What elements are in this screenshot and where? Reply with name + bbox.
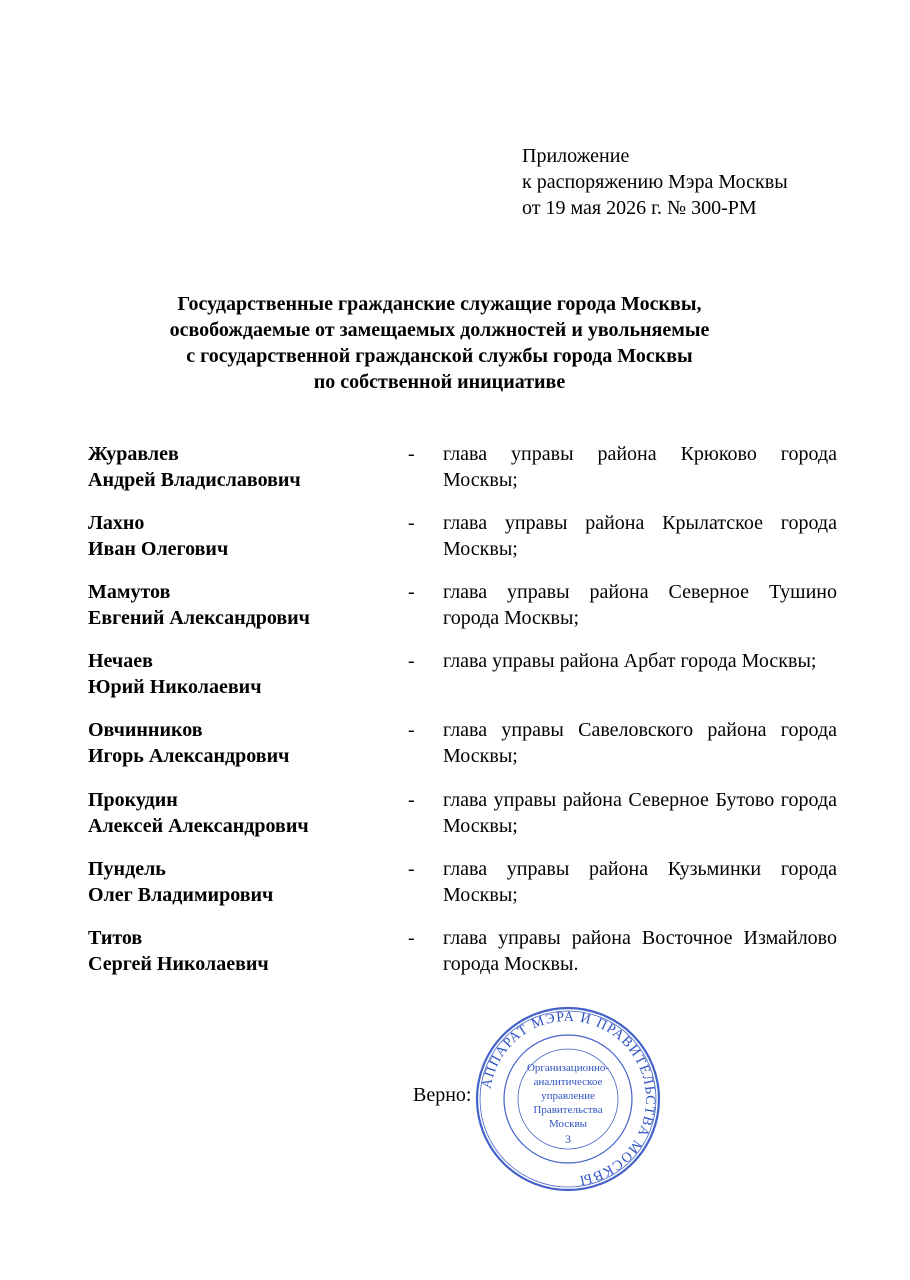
stamp-center-line: Организационно- [526,1062,610,1074]
dash: - [408,512,415,534]
position-text: глава управы района Восточное Измайлово города Москвы. [443,927,837,975]
surname: Титов [88,927,143,949]
stamp-center [527,1062,609,1146]
given-names: Андрей Владиславович [88,469,301,491]
dash: - [408,858,415,880]
appendix-header [522,143,788,221]
list-item [88,648,837,700]
list-item [88,925,837,977]
person-name [88,717,289,769]
document-title [88,291,791,395]
dash: - [408,581,415,603]
list-item [88,717,837,769]
person-name [88,579,310,631]
title-line-3: с государственной гражданской службы города Москвы [186,345,693,367]
surname: Овчинников [88,719,203,741]
given-names: Олег Владимирович [88,884,274,906]
list-item [88,441,837,493]
surname: Лахно [88,512,145,534]
given-names: Сергей Николаевич [88,953,269,975]
appendix-label: Приложение [522,145,630,167]
appendix-date-number: от 19 мая 2026 г. № 300-РМ [522,197,757,219]
surname: Прокудин [88,789,178,811]
list-item [88,856,837,908]
stamp-center-line: Правительства [533,1104,603,1116]
person-name [88,856,273,908]
dash: - [408,719,415,741]
stamp-ring-text: АППАРАТ МЭРА И ПРАВИТЕЛЬСТВА МОСКВЫ [479,1009,658,1188]
given-names: Юрий Николаевич [88,676,262,698]
dash: - [408,789,415,811]
dash: - [408,927,415,949]
position-text: глава управы Савеловского района города Москвы; [443,719,837,767]
position-text: глава управы района Крюково города Москвы; [443,443,837,491]
surname: Пундель [88,858,166,880]
dash: - [408,650,415,672]
title-line-1: Государственные гражданские служащие города Москвы, [177,293,702,315]
stamp-number: 3 [565,1132,571,1146]
position-text: глава управы района Арбат города Москвы; [443,650,817,672]
official-stamp [474,1005,662,1193]
list-item [88,510,837,562]
given-names: Евгений Александрович [88,607,310,629]
certification-label: Верно: [413,1084,472,1106]
title-line-4: по собственной инициативе [313,371,566,393]
position-text: глава управы района Крылатское города Москвы; [443,512,837,560]
given-names: Алексей Александрович [88,815,309,837]
appendix-reference: к распоряжению Мэра Москвы [522,171,788,193]
position-text: глава управы района Северное Бутово города Москвы; [443,789,837,837]
given-names: Игорь Александрович [88,745,290,767]
person-name [88,441,301,493]
list-item [88,787,837,839]
title-line-2: освобождаемые от замещаемых должностей и увольняемые [169,319,710,341]
stamp-center-line: Москвы [548,1118,588,1130]
position-text: глава управы района Северное Тушино города Москвы; [443,581,837,629]
surname: Мамутов [88,581,171,603]
person-name [88,648,261,700]
given-names: Иван Олегович [88,538,229,560]
person-name [88,925,269,977]
person-name [88,510,228,562]
position-text: глава управы района Кузьминки города Москвы; [443,858,837,906]
dash: - [408,443,415,465]
stamp-center-line: управление [541,1090,595,1102]
surname: Журавлев [88,443,179,465]
surname: Нечаев [88,650,153,672]
person-name [88,787,309,839]
list-item [88,579,837,631]
stamp-center-line: аналитическое [533,1076,603,1088]
